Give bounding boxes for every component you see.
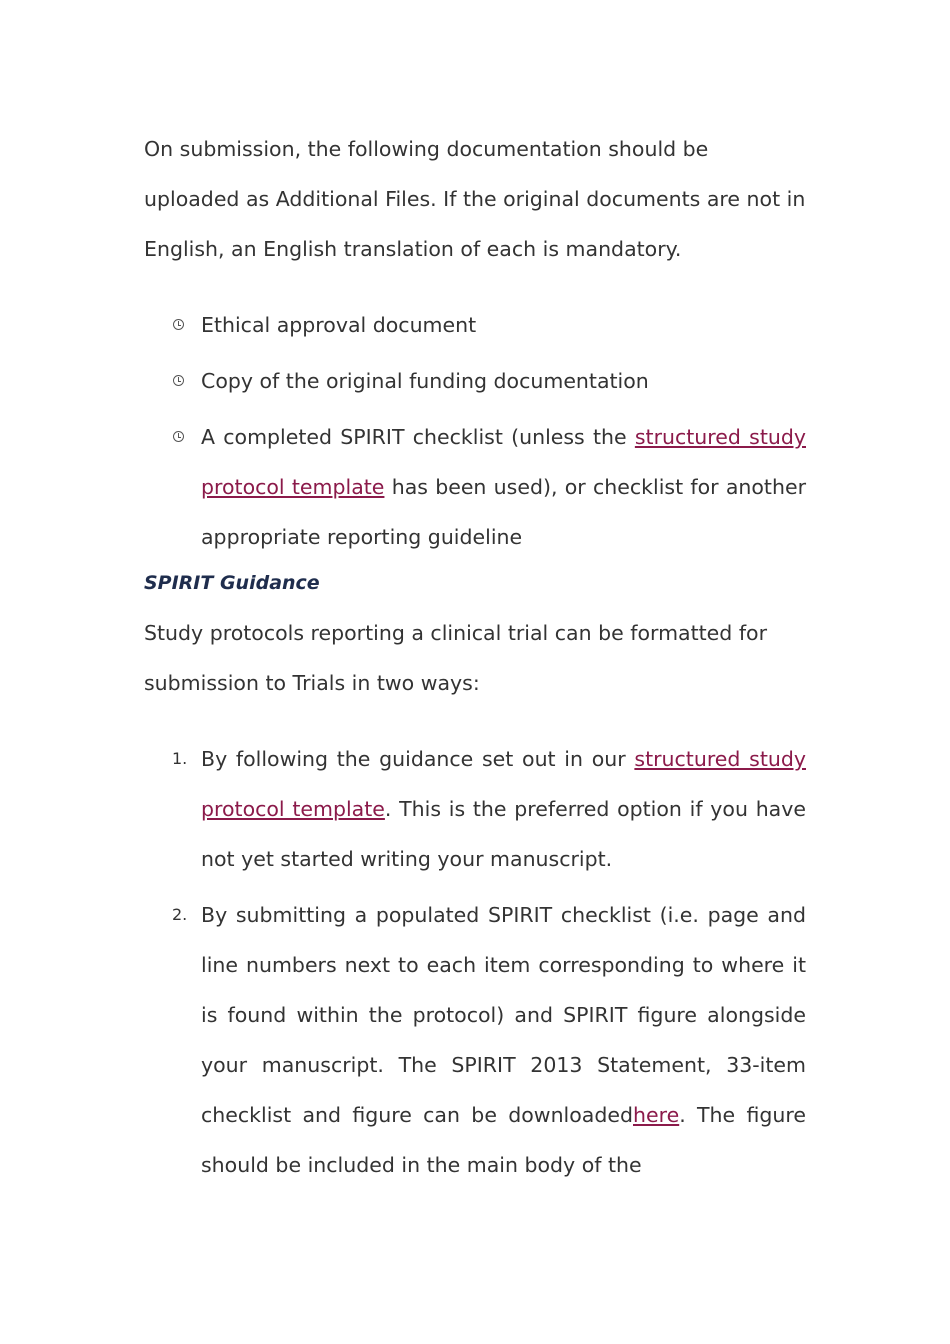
clock-bullet-icon (173, 431, 184, 442)
list-item-text: . This is the preferred option if you have not yet started writing your manuscript. (201, 797, 806, 871)
list-item-text: By following the guidance set out in our (201, 747, 635, 771)
list-number: 2. (172, 905, 188, 924)
list-item (144, 734, 806, 884)
list-item (144, 300, 806, 350)
list-item-text: A completed SPIRIT checklist (unless the (201, 425, 635, 449)
document-page (144, 124, 806, 1196)
list-item-text: Ethical approval document (201, 313, 477, 337)
list-item (144, 890, 806, 1190)
structured-template-link[interactable]: structured study protocol template (201, 425, 806, 499)
section-heading: SPIRIT Guidance (144, 572, 320, 594)
list-item-text: has been used), or checklist for another appropriate reporting guideline (201, 475, 806, 549)
download-here-link[interactable]: here (633, 1103, 680, 1127)
list-item-text: Copy of the original funding documentation (201, 369, 649, 393)
intro-paragraph: On submission, the following documentation should be uploaded as Additional Files. If the original documents are not in English, an English translation of each is mandatory. (144, 137, 806, 261)
list-item-text: . The figure should be included in the main body of the (201, 1103, 806, 1177)
clock-bullet-icon (173, 375, 184, 386)
list-item (144, 412, 806, 562)
section-intro-paragraph: Study protocols reporting a clinical trial can be formatted for submission to Trials in two ways: (144, 621, 768, 695)
required-documents-list (144, 300, 806, 562)
list-number: 1. (172, 749, 188, 768)
list-item-text: By submitting a populated SPIRIT checklist (i.e. page and line numbers next to each item corresponding to where it is found within the protocol) and SPIRIT figure alongside your manuscript. The SPIRIT 2013 Statement, 33-item checklist and figure can be downloaded (201, 903, 806, 1127)
submission-options-list (144, 734, 806, 1190)
list-item (144, 356, 806, 406)
clock-bullet-icon (173, 319, 184, 330)
structured-template-link[interactable]: structured study protocol template (201, 747, 806, 821)
